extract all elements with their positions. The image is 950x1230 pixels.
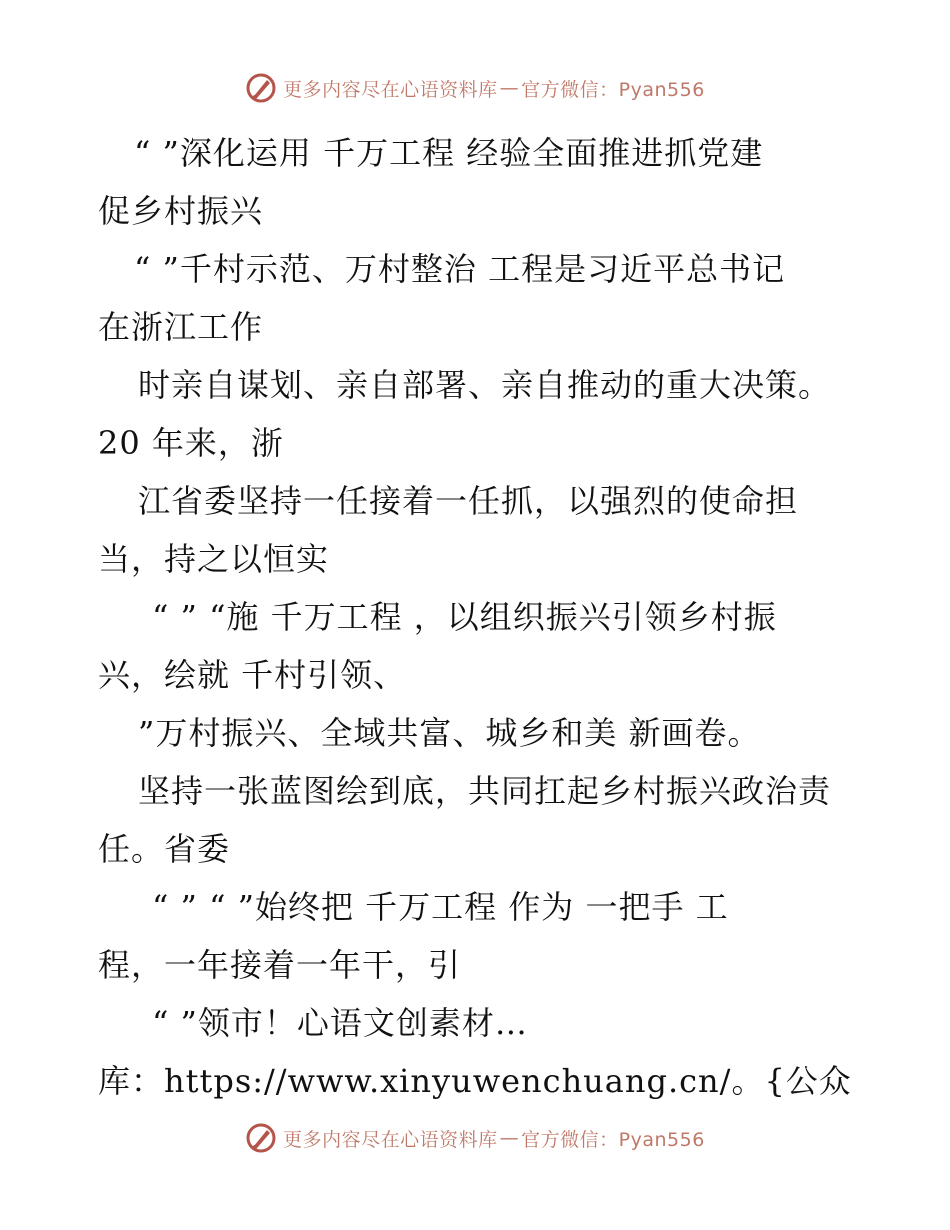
document-body [98,124,858,1110]
watermark-contact: 官方微信：Pyan556 [521,78,705,101]
watermark-contact: 官方微信：Pyan556 [521,1128,705,1151]
text-line: 促乡村振兴 [98,192,264,230]
text-line: 任。省委 [98,830,231,868]
text-line: 在浙江工作 [98,308,264,346]
text-line: 江省委坚持一任接着一任抓，以强烈的使命担 [138,482,799,520]
text-line: 时亲自谋划、亲自部署、亲自推动的重大决策。 [138,366,832,404]
text-line: 20 年来，浙 [98,424,284,462]
text-line: ”万村振兴、全域共富、城乡和美 新画卷。 [138,714,761,752]
text-line: 兴，绘就 千村引领、 [98,656,407,694]
footer-watermark [0,1122,950,1154]
watermark-text: 更多内容尽在心语资料库 [283,1128,498,1151]
text-line: 当，持之以恒实 [98,540,330,578]
watermark-separator: — [499,77,520,99]
text-line: “ ” “ ”始终把 千万工程 作为 一把手 工 [152,888,729,926]
text-line: 程，一年接着一年干，引 [98,946,462,984]
pen-logo-icon [245,1122,277,1154]
text-line: 库：https://www.xinyuwenchuang.cn/。{公众 [98,1062,852,1100]
header-watermark [0,72,950,104]
text-line: “ ”领市！心语文创素材… [152,1004,528,1042]
watermark-separator: — [499,1127,520,1149]
text-line: “ ”深化运用 千万工程 经验全面推进抓党建 [134,134,764,172]
text-line: “ ”千村示范、万村整治 工程是习近平总书记 [134,250,786,288]
text-line: 坚持一张蓝图绘到底，共同扛起乡村振兴政治责 [138,772,832,810]
watermark-text: 更多内容尽在心语资料库 [283,78,498,101]
text-line: “ ” “施 千万工程 ，以组织振兴引领乡村振 [152,598,777,636]
pen-logo-icon [245,72,277,104]
